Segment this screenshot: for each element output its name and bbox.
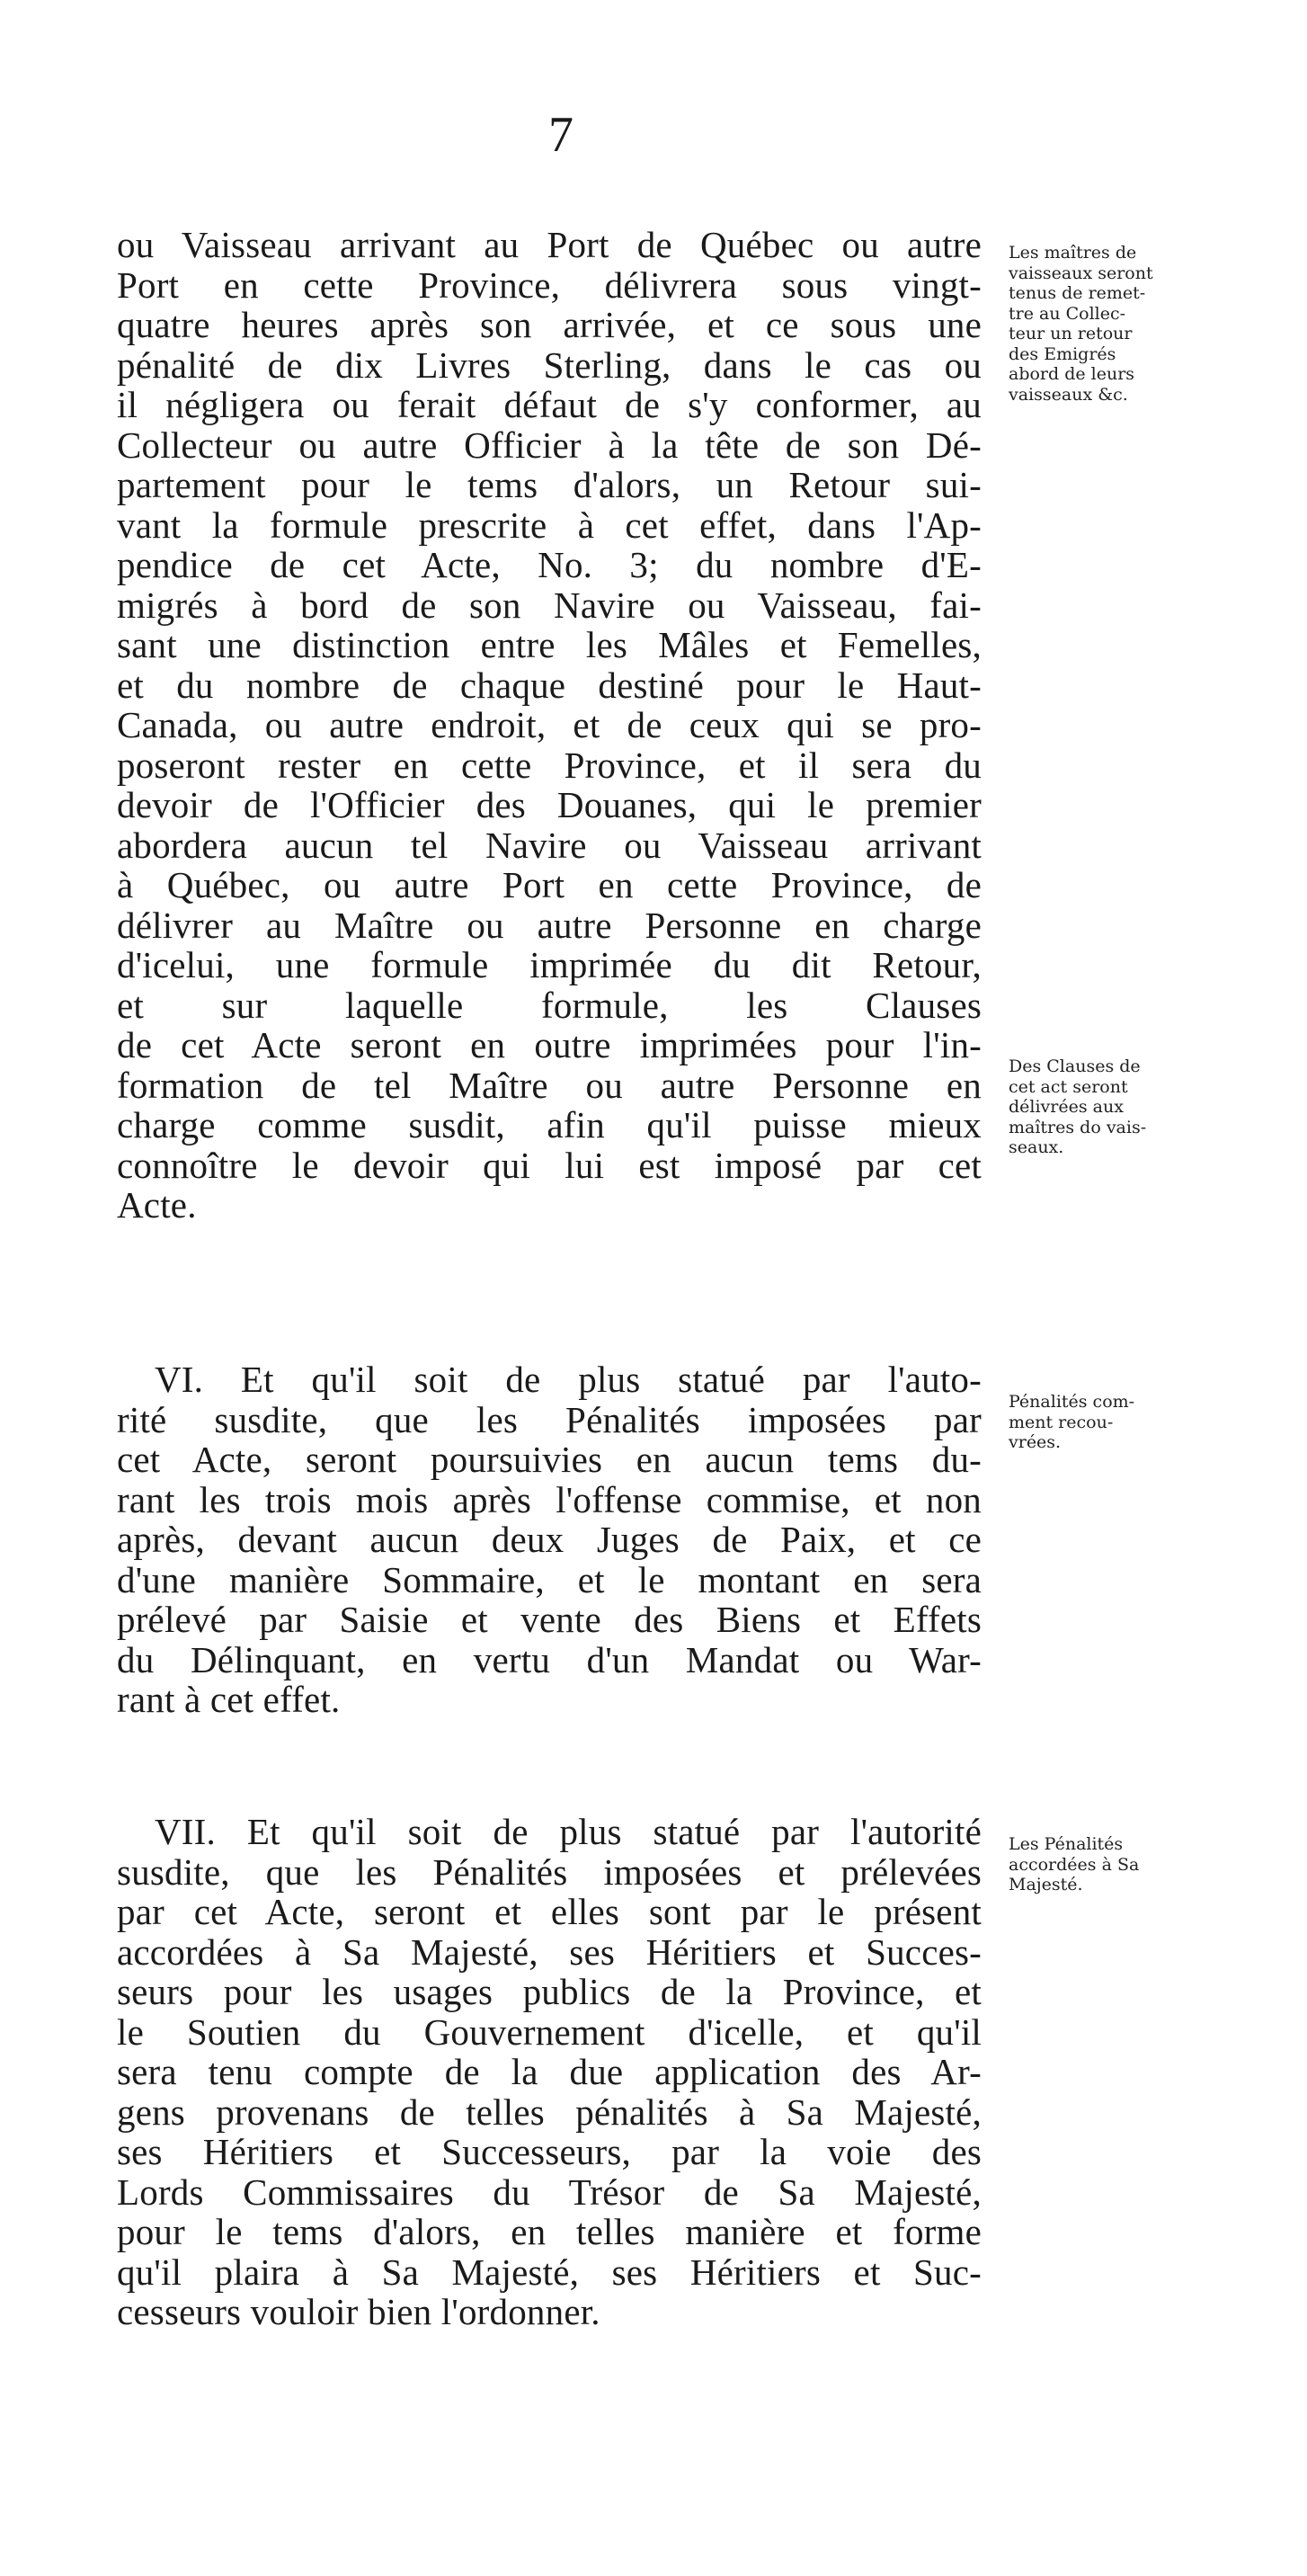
text-line: VI. Et qu'il soit de plus statué par l'auto- xyxy=(155,1359,982,1400)
text-line: qu'il plaira à Sa Majesté, ses Héritiers et Suc- xyxy=(117,2251,982,2293)
margin-note-masters-return xyxy=(1009,243,1206,405)
margin-note-line: accordées à Sa xyxy=(1009,1854,1140,1875)
text-line: seurs pour les usages publics de la Province, et xyxy=(117,1971,982,2012)
text-line: susdite, que les Pénalités imposées et prélevées xyxy=(117,1850,982,1893)
page-number: 7 xyxy=(548,107,573,163)
text-line: cet Acte, seront poursuivies en aucun tems du- xyxy=(117,1439,982,1480)
text-line: migrés à bord de son Navire ou Vaisseau, fai- xyxy=(117,584,982,626)
text-line: pénalité de dix Livres Sterling, dans le cas ou xyxy=(117,343,982,386)
text-line: par cet Acte, seront et elles sont par le présent xyxy=(117,1891,982,1932)
text-line: charge comme susdit, afin qu'il puisse mieux xyxy=(117,1104,982,1145)
paragraph-section-vi xyxy=(117,1359,982,1720)
margin-note-line: vaisseaux &c. xyxy=(1009,384,1128,405)
margin-note-clauses-delivered xyxy=(1009,1056,1206,1158)
margin-note-penalties-recovered xyxy=(1009,1392,1206,1453)
text-line: Port en cette Province, délivrera sous vingt- xyxy=(117,263,982,306)
text-line: accordées à Sa Majesté, ses Héritiers et Succes- xyxy=(117,1930,982,1973)
text-line: délivrer au Maître ou autre Personne en charge xyxy=(117,904,982,946)
margin-note-line: maîtres do vais- xyxy=(1009,1117,1147,1137)
text-line: partement pour le tems d'alors, un Retour sui- xyxy=(117,464,982,505)
text-line: il négligera ou ferait défaut de s'y conformer, au xyxy=(117,384,982,425)
margin-note-line: cet act seront xyxy=(1009,1076,1128,1097)
text-line: formation de tel Maître ou autre Personne en xyxy=(117,1064,982,1106)
text-line: vant la formule prescrite à cet effet, dans l'Ap- xyxy=(117,504,982,546)
text-line: ou Vaisseau arrivant au Port de Québec ou autre xyxy=(117,224,982,265)
text-line: rité susdite, que les Pénalités imposées par xyxy=(117,1398,982,1440)
margin-note-penalties-granted xyxy=(1009,1834,1206,1895)
text-line: prélevé par Saisie et vente des Biens et Effets xyxy=(117,1599,982,1640)
text-line: après, devant aucun deux Juges de Paix, et ce xyxy=(117,1519,982,1560)
text-line: pendice de cet Acte, No. 3; du nombre d'E- xyxy=(117,544,982,585)
margin-note-line: Majesté. xyxy=(1009,1875,1083,1894)
text-line: d'icelui, une formule imprimée du dit Retour, xyxy=(117,944,982,985)
margin-note-line: tenus de remet- xyxy=(1009,283,1146,303)
text-line: Collecteur ou autre Officier à la tête de son Dé- xyxy=(117,423,982,466)
margin-note-line: vrées. xyxy=(1009,1432,1062,1452)
margin-note-line: teur un retour xyxy=(1009,324,1133,343)
text-line: d'une manière Sommaire, et le montant en sera xyxy=(117,1558,982,1600)
text-line: rant les trois mois après l'offense commise, et non xyxy=(117,1478,982,1520)
margin-note-line: délivrées aux xyxy=(1009,1097,1124,1117)
text-line: devoir de l'Officier des Douanes, qui le premier xyxy=(117,784,982,825)
text-line: Acte. xyxy=(117,1184,197,1226)
text-line: VII. Et qu'il soit de plus statué par l'autorité xyxy=(155,1811,982,1852)
margin-note-line: Pénalités com- xyxy=(1009,1392,1135,1412)
paragraph-section-vii xyxy=(117,1812,982,2332)
text-line: abordera aucun tel Navire ou Vaisseau arrivant xyxy=(117,824,982,866)
text-line: et sur laquelle formule, les Clauses xyxy=(117,984,982,1026)
text-line: le Soutien du Gouvernement d'icelle, et qu'il xyxy=(117,2010,982,2053)
text-line: à Québec, ou autre Port en cette Province, de xyxy=(117,864,982,905)
text-line: rant à cet effet. xyxy=(117,1679,341,1720)
margin-note-line: Les maîtres de xyxy=(1009,243,1137,263)
margin-note-line: vaisseaux seront xyxy=(1009,263,1153,283)
text-line: pour le tems d'alors, en telles manière et forme xyxy=(117,2211,982,2252)
text-line: Lords Commissaires du Trésor de Sa Majesté, xyxy=(117,2170,982,2213)
text-line: du Délinquant, en vertu d'un Mandat ou War- xyxy=(117,1638,982,1680)
margin-note-line: tre au Collec- xyxy=(1009,303,1126,324)
text-line: connoître le devoir qui lui est imposé par cet xyxy=(117,1144,982,1186)
paragraph-continued xyxy=(117,225,982,1226)
text-line: de cet Acte seront en outre imprimées pour l'in- xyxy=(117,1024,982,1065)
text-line: Canada, ou autre endroit, et de ceux qui se pro- xyxy=(117,704,982,745)
margin-note-line: abord de leurs xyxy=(1009,364,1135,384)
text-line: quatre heures après son arrivée, et ce sous une xyxy=(117,304,982,345)
text-line: cesseurs vouloir bien l'ordonner. xyxy=(117,2291,600,2332)
margin-note-line: ment recou- xyxy=(1009,1412,1114,1432)
text-line: sant une distinction entre les Mâles et Femelles, xyxy=(117,624,982,665)
margin-note-line: Les Pénalités xyxy=(1009,1834,1124,1854)
margin-note-line: seaux. xyxy=(1009,1137,1064,1157)
text-line: et du nombre de chaque destiné pour le Haut- xyxy=(117,664,982,706)
text-line: ses Héritiers et Successeurs, par la voie des xyxy=(117,2131,982,2172)
text-line: gens provenans de telles pénalités à Sa Majesté, xyxy=(117,2090,982,2133)
text-line: poseront rester en cette Province, et il sera du xyxy=(117,744,982,786)
text-line: sera tenu compte de la due application des Ar- xyxy=(117,2051,982,2092)
margin-note-line: des Emigrés xyxy=(1009,343,1116,364)
margin-note-line: Des Clauses de xyxy=(1009,1056,1141,1076)
